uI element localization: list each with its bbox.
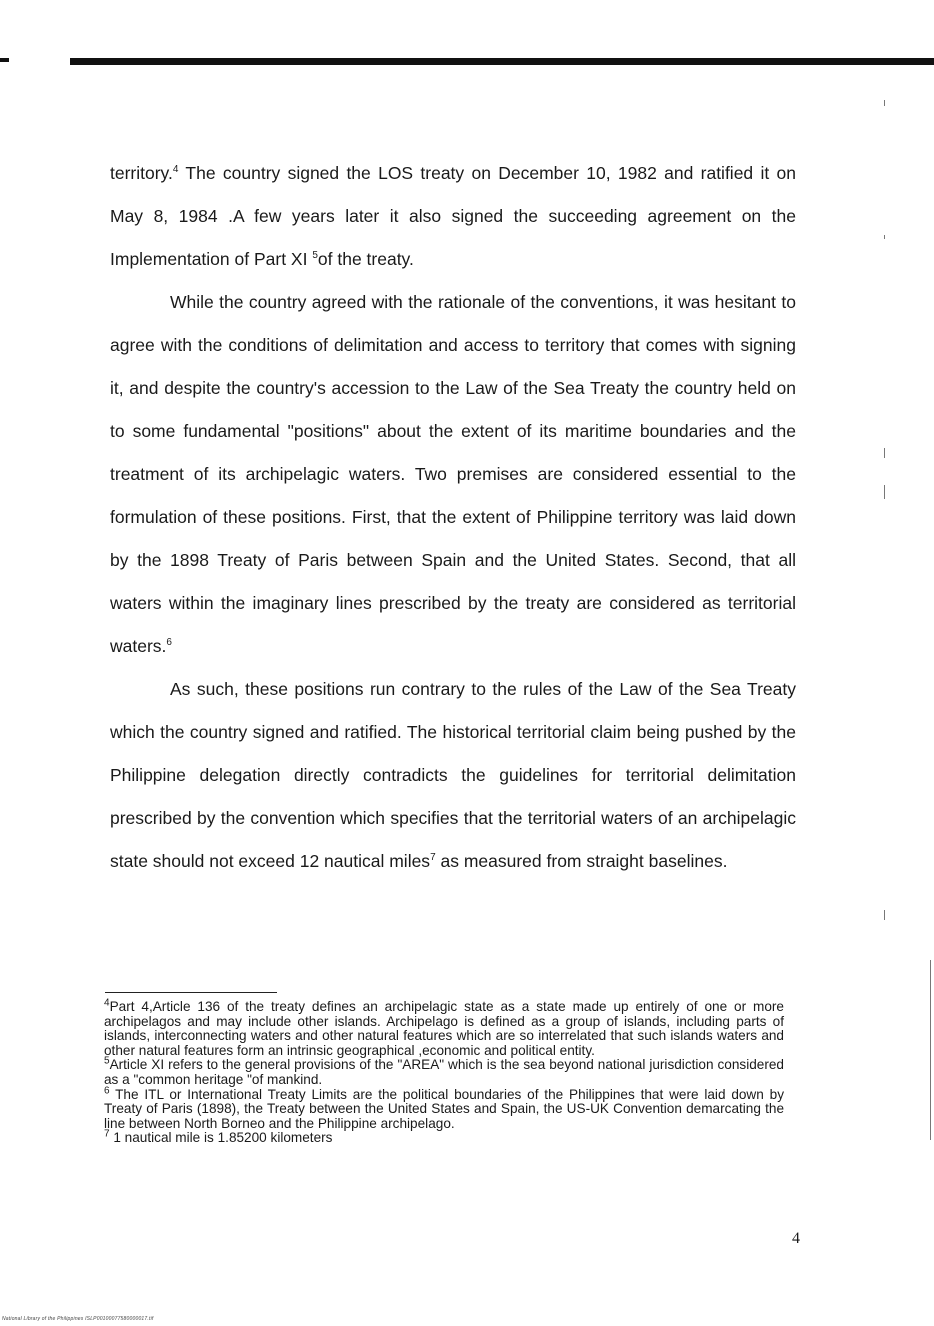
scan-speck [884,235,885,239]
footnote-marker: 4 [104,997,110,1009]
scan-footer: National Library of the Philippines ISLP00100077580000017.tif [2,1316,154,1322]
footnote [104,1128,784,1146]
text-run: as measured from straight baselines. [435,851,728,871]
footnote [104,1085,784,1132]
footnote-rule [105,992,277,993]
footnote-marker: 6 [104,1085,110,1097]
footnotes [104,997,784,1146]
text-run: While the country agreed with the rationale of the conventions, it was hesitant to agree with the conditions of delimitation and access to territory that comes with signing it, and despite the country's accession to the Law of the Sea Treaty the country held on to some fundamental "positions" about the extent of its maritime boundaries and the treatment of its archipelagic waters. Two premises are considered essential to the formulation of these positions. First, that the extent of Philippine territory was laid down by the 1898 Treaty of Paris between Spain and the United States. Second, that all waters within the imaginary lines prescribed by the treaty are considered as territorial waters. [110,292,796,656]
footnote-marker: 5 [104,1055,110,1067]
footnote-reference: 5 [312,250,318,262]
scan-speck [884,100,885,106]
page-number: 4 [792,1230,800,1247]
footnote-text: Part 4,Article 136 of the treaty defines an archipelagic state as a state made up entirely of one or more archipelagos and may include other islands. Archipelago is defined as a group of islands, including parts of islands, interconnecting waters and other natural features which are so interrelated that such islands waters and other natural features form an intrinsic geographical ,economic and political entity. [104,999,784,1058]
scan-speck [884,910,885,920]
footnote-text: Article XI refers to the general provisions of the "AREA" which is the sea beyond national jurisdiction considered as a "common heritage "of mankind. [104,1057,784,1087]
scan-speck [884,448,885,458]
footnote-reference: 4 [172,164,179,176]
paragraph-3 [110,668,796,883]
footnote-marker: 7 [104,1128,110,1140]
footnote [104,997,784,1058]
paragraph-2 [110,281,796,668]
text-run: The country signed the LOS treaty on December 10, 1982 and ratified it on May 8, 1984 .A few years later it also signed the succeeding agreement on the Implementation of Part XI [110,163,796,269]
footnote-reference: 7 [430,852,436,864]
scan-speck [930,960,931,1140]
text-run: of the treaty. [317,249,414,269]
footnote-reference: 6 [166,637,172,649]
top-edge-mark [0,58,9,62]
paragraph-1 [110,152,796,281]
scan-speck [884,485,885,499]
footnote-text: 1 nautical mile is 1.85200 kilometers [109,1130,333,1146]
text-run: As such, these positions run contrary to the rules of the Law of the Sea Treaty which the country signed and ratified. The historical territorial claim being pushed by the Philippine delegation directly contradicts the guidelines for territorial delimitation prescribed by the convention which specifies that the territorial waters of an archipelagic state should not exceed 12 nautical miles [110,679,796,871]
footnote [104,1055,784,1087]
text-run: territory. [110,163,173,183]
header-rule [70,58,934,65]
body-text [110,152,796,883]
footnote-text: The ITL or International Treaty Limits are the political boundaries of the Philippines that were laid down by Treaty of Paris (1898), the Treaty between the United States and Spain, the US-UK Convention demarcating the line between North Borneo and the Philippine archipelago. [104,1086,784,1131]
